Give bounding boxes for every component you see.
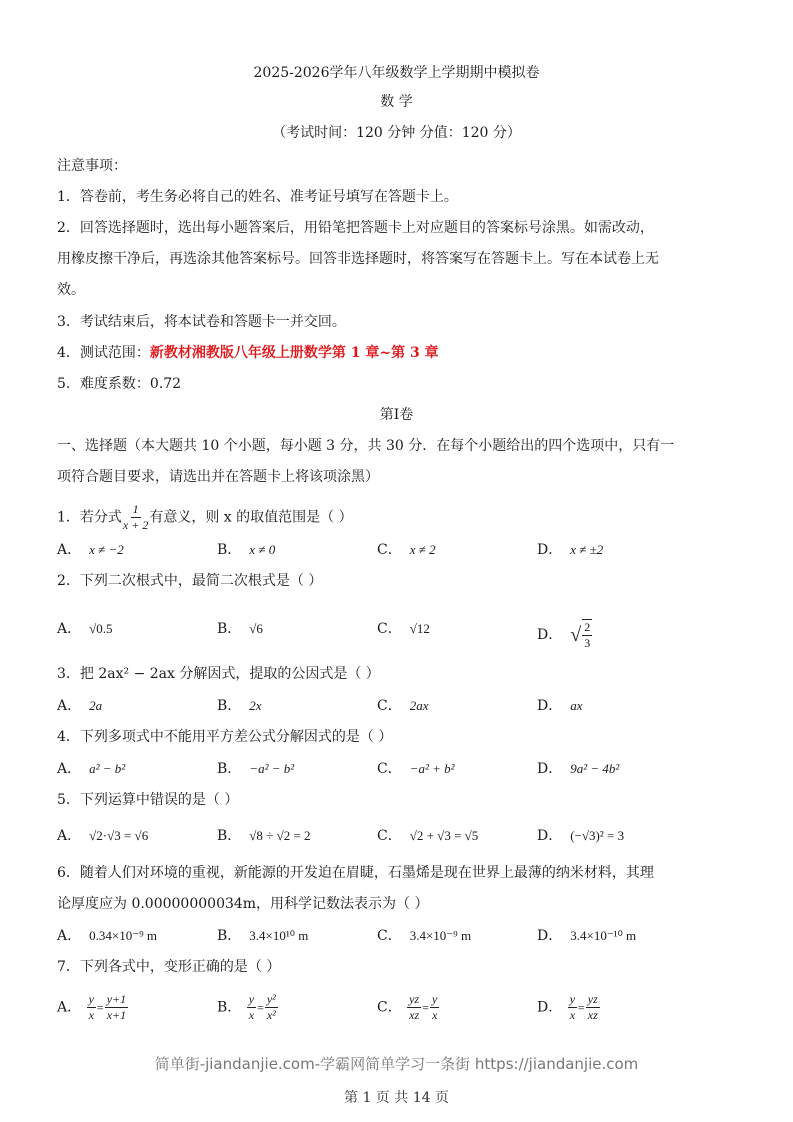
q1-option-a[interactable]: A． x ≠ −2 — [57, 542, 124, 558]
q5-option-b[interactable]: B． √8 ÷ √2 = 2 — [217, 828, 311, 844]
q1-denominator: x + 2 — [122, 518, 149, 532]
note-1: 1．答卷前，考生务必将自己的姓名、准考证号填写在答题卡上。 — [57, 189, 458, 205]
page-title: 2025-2026学年八年级数学上学期期中模拟卷 — [253, 65, 540, 81]
test-scope: 新教材湘教版八年级上册数学第 1 章~第 3 章 — [149, 345, 439, 361]
note-4 — [57, 343, 439, 363]
q1-fraction — [123, 502, 148, 533]
notes-heading: 注意事项： — [57, 158, 127, 174]
q1-stem-pre: 1．若分式 — [57, 509, 122, 526]
q7-option-b[interactable]: B． $\frac{y}{x}$ = $\frac{\text{y²}}{\text{x²}}$ — [217, 992, 276, 1022]
subject-title: 数 学 — [380, 94, 413, 110]
question-1 — [57, 502, 353, 533]
question-4: 4．下列多项式中不能用平方差公式分解因式的是（ ） — [57, 729, 393, 745]
q6-option-d[interactable]: D． 3.4×10⁻¹⁰ m — [537, 928, 637, 944]
note-3: 3．考试结束后，将本试卷和答题卡一并交回。 — [57, 314, 346, 330]
q2-option-d[interactable]: D． √ $\frac{2}{3}$ — [537, 620, 591, 650]
q6-option-b[interactable]: B． 3.4×10¹⁰ m — [217, 928, 309, 944]
note-2-end: 效。 — [57, 282, 85, 298]
q6-option-c[interactable]: C． 3.4×10⁻⁹ m — [377, 928, 472, 944]
q3-option-a[interactable]: A． 2a — [57, 698, 103, 714]
note-2-cont: 用橡皮擦干净后，再选涂其他答案标号。回答非选择题时，将答案写在答题卡上。写在本试卷上无 — [57, 251, 659, 267]
question-2: 2．下列二次根式中，最简二次根式是（ ） — [57, 573, 323, 589]
q1-option-b[interactable]: B． x ≠ 0 — [217, 542, 276, 558]
question-3: 3．把 2ax² − 2ax 分解因式，提取的公因式是（ ） — [57, 666, 380, 682]
question-6-cont: 论厚度应为 0.00000000034m，用科学记数法表示为（ ） — [57, 896, 429, 912]
q3-option-b[interactable]: B． 2x — [217, 698, 262, 714]
q5-option-d[interactable]: D． (−√3)² = 3 — [537, 828, 625, 844]
note-2: 2．回答选择题时，选出每小题答案后，用铅笔把答题卡上对应题目的答案标号涂黑。如需改动， — [57, 220, 654, 236]
question-7: 7．下列各式中，变形正确的是（ ） — [57, 959, 281, 975]
q7-option-d[interactable]: D． $\frac{y}{x}$ = $\frac{yz}{xz}$ — [537, 992, 598, 1022]
q4-option-b[interactable]: B． −a² − b² — [217, 761, 295, 777]
q5-option-a[interactable]: A． √2·√3 = √6 — [57, 828, 149, 844]
question-5: 5．下列运算中错误的是（ ） — [57, 792, 239, 808]
note-4-label: 4．测试范围： — [57, 345, 150, 361]
q1-stem-post: 有意义，则 x 的取值范围是（ ） — [149, 509, 353, 526]
q5-option-c[interactable]: C． √2 + √3 = √5 — [377, 828, 479, 844]
section-intro: 一、选择题（本大题共 10 个小题，每小题 3 分，共 30 分．在每个小题给出的四个选项中，只有一 — [57, 438, 675, 454]
q1-option-d[interactable]: D． x ≠ ±2 — [537, 542, 604, 558]
q3-option-c[interactable]: C． 2ax — [377, 698, 429, 714]
q1-numerator: 1 — [132, 502, 139, 516]
q4-option-c[interactable]: C． −a² + b² — [377, 761, 455, 777]
q4-option-d[interactable]: D． 9a² − 4b² — [537, 761, 620, 777]
q2-option-a[interactable]: A． √0.5 — [57, 621, 113, 637]
q7-option-a[interactable]: A． $\frac{y}{x}$ = $\frac{y+1}{x+1}$ — [57, 992, 127, 1022]
question-6: 6．随着人们对环境的重视，新能源的开发迫在眉睫，石墨烯是现在世界上最薄的纳米材料，其理 — [57, 865, 654, 881]
watermark: 简单街-jiandanjie.com-学霸网简单学习一条街 https://jiandanjie.com — [154, 1055, 639, 1073]
q2-option-c[interactable]: C． √12 — [377, 621, 430, 637]
q2-option-b[interactable]: B． √6 — [217, 621, 263, 637]
note-5: 5．难度系数：0.72 — [57, 376, 182, 392]
volume-heading: 第Ⅰ卷 — [379, 407, 414, 423]
q3-option-d[interactable]: D． ax — [537, 698, 583, 714]
q1-option-c[interactable]: C． x ≠ 2 — [377, 542, 436, 558]
q4-option-a[interactable]: A． a² − b² — [57, 761, 126, 777]
page-number: 第 1 页 共 14 页 — [344, 1090, 449, 1106]
section-intro-cont: 项符合题目要求，请选出并在答题卡上将该项涂黑） — [57, 469, 379, 485]
q7-option-c[interactable]: C． $\frac{yz}{xz}$ = $\frac{y}{x}$ — [377, 992, 438, 1022]
q6-option-a[interactable]: A． 0.34×10⁻⁹ m — [57, 928, 157, 944]
radical-sign: √ — [570, 624, 582, 646]
exam-time-info: （考试时间：120 分钟 分值：120 分） — [272, 125, 521, 141]
